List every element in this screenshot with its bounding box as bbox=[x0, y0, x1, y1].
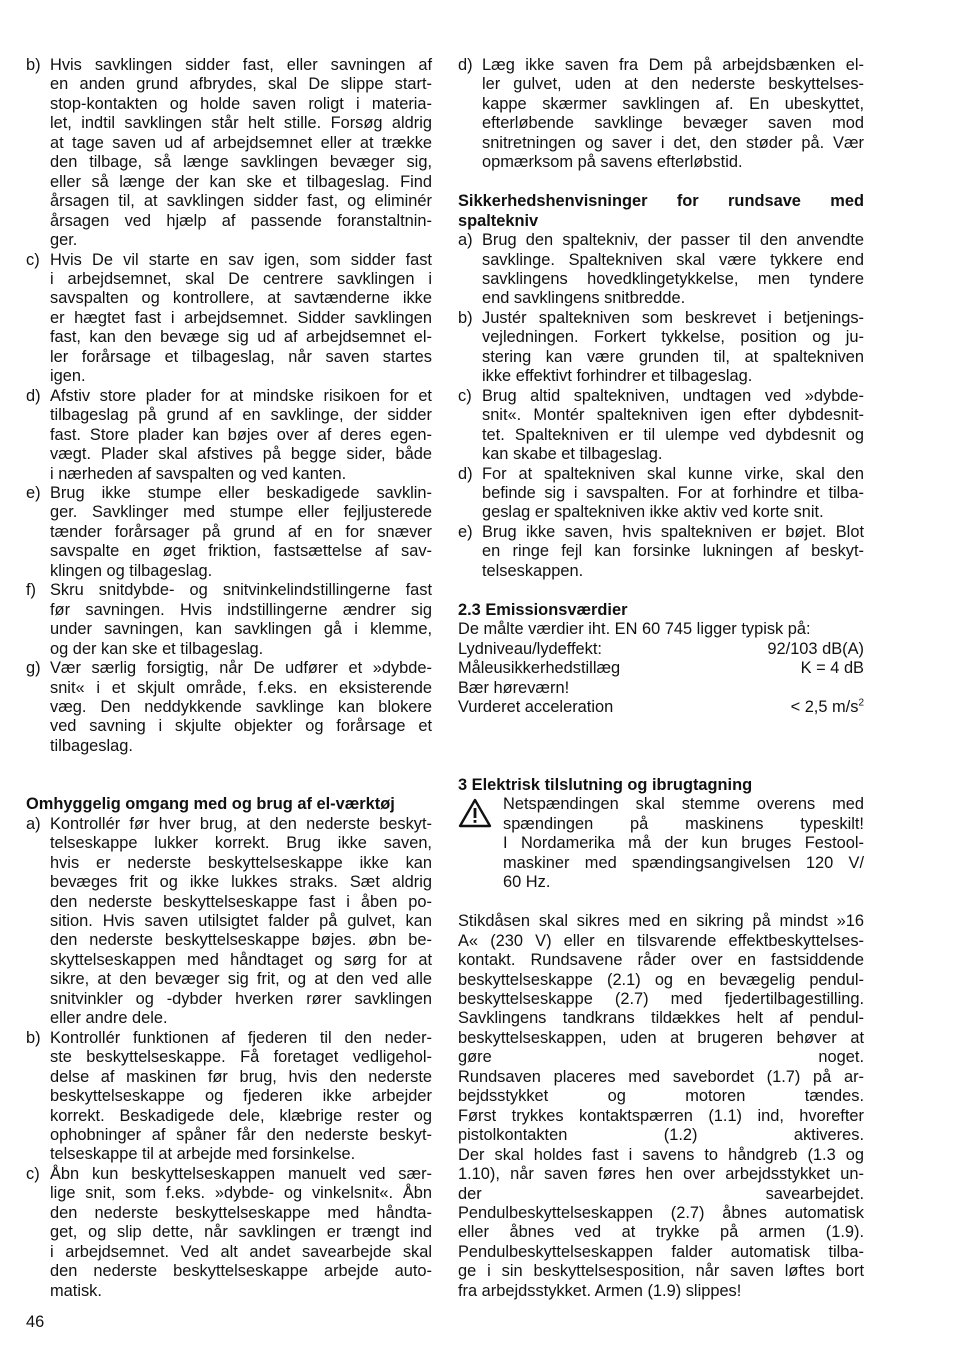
text-line: en ringe fejl kan forsinke lukningen af beskyt- bbox=[482, 542, 864, 561]
left-column bbox=[26, 56, 432, 1301]
electrical-body bbox=[458, 912, 864, 1301]
warning-text bbox=[503, 795, 864, 892]
text-line: maskiner med spændingsangivelsen 120 V/ bbox=[503, 853, 864, 872]
text-line: skyttelseskappen med håndtaget og sørg for at bbox=[50, 950, 432, 969]
text-line: tilbageslag på grund af en savklinge, der sidder bbox=[50, 406, 432, 425]
text-line: sikre, at den bevæger sig frit, og at den ved alle bbox=[50, 970, 432, 989]
list-letter: c) bbox=[26, 1164, 40, 1183]
text-line: i nærheden af savspalten og ved kanten. bbox=[50, 464, 347, 483]
text-line: den nederste beskyttelseskappe med håndta- bbox=[50, 1203, 432, 1222]
text-line: Først trykkes kontaktspærren (1.1) ind, hvorefter bbox=[458, 1106, 864, 1125]
text-line: snit«. Montér spaltekniven igen efter dybdesnit- bbox=[482, 406, 864, 425]
text-line: beskyttelseskappe og fjederen ikke arbejder bbox=[50, 1087, 432, 1106]
list-letter: a) bbox=[458, 231, 473, 250]
text-line: savklinge. Spaltekniven skal være tykkere end bbox=[482, 250, 864, 269]
text-line: snitretningen og saver i det, den støder på. Vær bbox=[482, 133, 864, 152]
text-line: beskyttelseskappen, uden at brugeren behøver at bbox=[458, 1028, 864, 1047]
text-line: i arbejdsemnet. Ved alt andet savearbejde skal bbox=[50, 1242, 432, 1261]
spacer bbox=[458, 893, 864, 913]
text-line: telseskappen. bbox=[482, 561, 584, 580]
text-line: snit« i et skjult område, f.eks. en eksisterende bbox=[50, 678, 432, 697]
list-item bbox=[26, 581, 432, 659]
right-column bbox=[458, 56, 864, 1301]
text-line: tet. Spaltekniven er til ulempe ved dybdesnit og bbox=[482, 425, 864, 444]
spacer bbox=[26, 756, 432, 795]
text-line: Pendulbeskyttelseskappen falder automatisk tilba- bbox=[458, 1242, 864, 1261]
text-line: kan skabe et tilbageslag. bbox=[482, 445, 663, 464]
text-line: ger. Savklinger med stumpe eller fejljusterede bbox=[50, 503, 432, 522]
text-line: sition. Hvis saven utilsigtet falder på gulvet, kan bbox=[50, 912, 432, 931]
text-line: igen. bbox=[50, 367, 86, 386]
text-line: Brug den spaltekniv, der passer til den anvendte bbox=[482, 231, 864, 250]
text-line: 1.10), når saven føres hen over arbejdsstykket un- bbox=[458, 1165, 864, 1184]
text-line: ler forårsage et tilbageslag, når saven startes bbox=[50, 347, 432, 366]
list-letter: a) bbox=[26, 814, 41, 833]
text-line: ophobninger af spåner får den nederste beskyt- bbox=[50, 1126, 432, 1145]
text-line: ved savning i skjulte objekter og forårsage et bbox=[50, 717, 432, 736]
text-line: bevæges frit og ikke lukkes straks. Sæt aldrig bbox=[50, 873, 432, 892]
text-line: 60 Hz. bbox=[503, 873, 551, 892]
list-letter: d) bbox=[26, 386, 41, 405]
list-item-text bbox=[482, 56, 864, 173]
text-line: Hvis De vil starte en sav igen, som sidder fast bbox=[50, 250, 432, 269]
acceleration-value bbox=[791, 698, 864, 717]
text-line: stering kan være grunden til, at spaltekniven bbox=[482, 347, 864, 366]
list-letter: f) bbox=[26, 581, 37, 600]
text-line: Kontrollér funktionen af fjederen til den neder- bbox=[50, 1028, 432, 1047]
spacer bbox=[458, 581, 864, 601]
text-line: telseskappe lukker korrekt. Brug ikke saven, bbox=[50, 834, 432, 853]
list-item-text bbox=[50, 56, 432, 251]
text-line: og der kan ske et tilbageslag. bbox=[50, 639, 264, 658]
list-item bbox=[458, 56, 864, 173]
text-line: savklingens hovedklingetykkelse, men tyndere bbox=[482, 270, 864, 289]
text-line: spændingen på maskinens typeskilt! bbox=[503, 814, 864, 833]
text-line: tænder forårsager på grund af en for snæver bbox=[50, 522, 432, 541]
sound-value: 92/103 dB(A) bbox=[767, 639, 864, 658]
text-line: Læg ikke saven fra Dem på arbejdsbænken el- bbox=[482, 56, 864, 74]
text-line: geslag er spaltekniven ikke aktiv ved korte snit. bbox=[482, 503, 824, 522]
text-line: pistolkontakten (1.2) aktiveres. bbox=[458, 1126, 864, 1145]
text-line: tilbageslag. bbox=[50, 736, 133, 755]
list-letter: d) bbox=[458, 56, 473, 74]
list-item-text bbox=[50, 815, 432, 1029]
text-line: savspalten og kontrollere, at savtænderne ikke bbox=[50, 289, 432, 308]
list-letter: b) bbox=[26, 1028, 41, 1047]
workbench-list bbox=[458, 56, 864, 173]
text-line: klingen og tilbageslag. bbox=[50, 561, 213, 580]
text-line: Brug ikke saven, hvis spaltekniven er bøjet. Blot bbox=[482, 522, 864, 541]
text-line: Justér spaltekniven som beskrevet i betjenings- bbox=[482, 308, 864, 327]
list-item-text bbox=[50, 1165, 432, 1301]
riving-heading-line-1: Sikkerhedshenvisninger for rundsave med bbox=[458, 192, 864, 211]
emissions-heading: 2.3 Emissionsværdier bbox=[458, 600, 628, 619]
guard-list bbox=[26, 815, 432, 1301]
page-number: 46 bbox=[26, 1313, 45, 1331]
text-line: gøre noget. bbox=[458, 1048, 864, 1067]
riving-heading-line-2: spaltekniv bbox=[458, 211, 539, 230]
uncertainty-value: K = 4 dB bbox=[800, 659, 864, 678]
list-letter: e) bbox=[26, 483, 41, 502]
list-item-text bbox=[482, 387, 864, 465]
text-line: Netspændingen skal stemme overens med bbox=[503, 795, 864, 814]
text-line: beskyttelseskappe (2.1) og en bevægelig pendul- bbox=[458, 970, 864, 989]
list-item-text bbox=[482, 309, 864, 387]
section-heading-riving-knife bbox=[458, 192, 864, 231]
acceleration-label: Vurderet acceleration bbox=[458, 698, 614, 717]
text-line: årsagen til, at savklingen sidder fast, og eliminér bbox=[50, 192, 432, 211]
list-item-text bbox=[50, 1029, 432, 1165]
text-line: fra arbejdsstykket. Armen (1.9) slippes! bbox=[458, 1281, 742, 1300]
text-line: kontakt. Rundsavene råder over en fastsiddende bbox=[458, 951, 864, 970]
text-line: hvis er nederste beskyttelseskappe ikke kan bbox=[50, 853, 432, 872]
text-line: korrekt. Beskadigede dele, klæbrige rester og bbox=[50, 1106, 432, 1125]
text-line: Vær særlig forsigtig, når De udfører et »dybde- bbox=[50, 659, 432, 678]
hearing-protection-note: Bær høreværn! bbox=[458, 678, 570, 697]
list-letter: e) bbox=[458, 522, 473, 541]
text-line: beskyttelseskappe (2.7) med fjedertilbagestilling. bbox=[458, 990, 864, 1009]
text-line: under savningen, kan savklingen gå i klemme, bbox=[50, 620, 432, 639]
sound-label: Lydniveau/lydeffekt: bbox=[458, 639, 602, 658]
text-line: get, og slip dette, når savklingen er trængt ind bbox=[50, 1223, 432, 1242]
list-item bbox=[26, 1165, 432, 1301]
text-line: fast. Store plader kan bøjes over af deres egen- bbox=[50, 425, 432, 444]
text-line: Afstiv store plader for at mindske risikoen for et bbox=[50, 386, 432, 405]
text-line: ger. bbox=[50, 231, 78, 250]
warning-triangle-icon bbox=[458, 798, 492, 828]
list-item bbox=[458, 387, 864, 465]
list-item-text bbox=[50, 387, 432, 484]
text-line: Kontrollér før hver brug, at den nederste beskyt- bbox=[50, 814, 432, 833]
list-letter: b) bbox=[458, 308, 473, 327]
spacer bbox=[458, 757, 864, 777]
list-item bbox=[458, 309, 864, 387]
list-item-text bbox=[50, 251, 432, 387]
text-line: Rundsaven placeres med savebordet (1.7) på ar- bbox=[458, 1067, 864, 1086]
list-item bbox=[26, 484, 432, 581]
text-line: Hvis savklingen sidder fast, eller savningen af bbox=[50, 56, 432, 74]
text-line: matisk. bbox=[50, 1281, 102, 1300]
text-line: Brug ikke stumpe eller beskadigede savklin- bbox=[50, 483, 432, 502]
text-line: telseskappe til at arbejde med forsinkelse. bbox=[50, 1145, 356, 1164]
text-line: før savningen. Hvis indstillingerne ændrer sig bbox=[50, 600, 432, 619]
text-line: let, indtil savklingen står helt stille. Forsøg aldrig bbox=[50, 114, 432, 133]
text-line: end savklingens snitbredde. bbox=[482, 289, 686, 308]
spacer bbox=[458, 718, 864, 757]
text-line: der savearbejdet. bbox=[458, 1184, 864, 1203]
voltage-warning bbox=[458, 795, 864, 892]
list-letter: d) bbox=[458, 464, 473, 483]
text-line: Åbn kun beskyttelseskappen manuelt ved sær- bbox=[50, 1164, 432, 1183]
sound-row bbox=[458, 640, 864, 659]
text-line: årsagen ved hjælp af passende foranstaltnin- bbox=[50, 211, 432, 230]
list-item bbox=[26, 251, 432, 387]
list-letter: c) bbox=[458, 386, 472, 405]
text-line: Brug altid spaltekniven, undtagen ved »dybde- bbox=[482, 386, 864, 405]
text-line: den nederste beskyttelseskappe fast i åben po- bbox=[50, 892, 432, 911]
list-item bbox=[26, 815, 432, 1029]
spacer bbox=[458, 173, 864, 193]
text-line: Savklingens tandkrans tildækkes helt af pendul- bbox=[458, 1009, 864, 1028]
list-item bbox=[26, 1029, 432, 1165]
text-line: delse af maskinen før brug, hvis den nederste bbox=[50, 1067, 432, 1086]
list-item-text bbox=[50, 484, 432, 581]
list-item-text bbox=[482, 231, 864, 309]
list-letter: g) bbox=[26, 659, 41, 678]
text-line: Stikdåsen skal sikres med en sikring på mindst »16 bbox=[458, 912, 864, 931]
list-item-text bbox=[482, 523, 864, 581]
emissions-intro: De målte værdier iht. EN 60 745 ligger typisk på: bbox=[458, 620, 811, 639]
text-line: den nederste beskyttelseskappe arbejde auto- bbox=[50, 1262, 432, 1281]
text-line: eller så længe der kan ske et tilbageslag. Find bbox=[50, 172, 432, 191]
text-line: vejledningen. Forkert tykkelse, position og ju- bbox=[482, 328, 864, 347]
text-line: ge i sin beskyttelsesposition, når saven løftes bort bbox=[458, 1262, 864, 1281]
text-line: stop-kontakten og holde saven roligt i materia- bbox=[50, 94, 432, 113]
text-line: i arbejdsemnet, skal De centrere savklingen i bbox=[50, 269, 432, 288]
text-line: savspalte en øget friktion, fastsættelse af sav- bbox=[50, 542, 432, 561]
acceleration-row bbox=[458, 698, 864, 717]
text-line: efterløbende savklinge bevæger saven mod bbox=[482, 114, 864, 133]
text-line: lige snit, som f.eks. »dybde- og vinkelsnit«. Åbn bbox=[50, 1184, 432, 1203]
list-item-text bbox=[482, 465, 864, 523]
list-item bbox=[458, 465, 864, 523]
riving-knife-list bbox=[458, 231, 864, 581]
list-item bbox=[458, 231, 864, 309]
uncertainty-row bbox=[458, 659, 864, 678]
acceleration-number: < 2,5 m/s bbox=[790, 698, 859, 717]
text-line: en anden grund afbrydes, skal De slippe start- bbox=[50, 75, 432, 94]
uncertainty-label: Måleusikkerhedstillæg bbox=[458, 659, 621, 678]
list-item bbox=[26, 56, 432, 251]
text-line: snitvinkler og -dybder hverken rører savklingen bbox=[50, 989, 432, 1008]
kickback-list bbox=[26, 56, 432, 756]
text-line: Skru snitdybde- og snitvinkelindstillingerne fast bbox=[50, 581, 432, 600]
text-line: Der skal holdes fast i savens to håndgreb (1.3 og bbox=[458, 1145, 864, 1164]
text-line: den nederste beskyttelseskappe bøjes. øbn be- bbox=[50, 931, 432, 950]
text-line: befinde sig i savspalten. For at forhindre et tilba- bbox=[482, 484, 864, 503]
acceleration-exponent: 2 bbox=[858, 697, 864, 709]
list-item bbox=[26, 387, 432, 484]
text-line: kappe skærmer savklingen af. En ubeskyttet, bbox=[482, 94, 864, 113]
text-line: ste beskyttelseskappe. Få foretaget vedligehol- bbox=[50, 1048, 432, 1067]
section-heading-tool-care: Omhyggelig omgang med og brug af el-værktøj bbox=[26, 795, 395, 814]
electrical-heading: 3 Elektrisk tilslutning og ibrugtagning bbox=[458, 776, 753, 794]
text-line: Pendulbeskyttelseskappen (2.7) åbnes automatisk bbox=[458, 1204, 864, 1223]
list-letter: b) bbox=[26, 56, 41, 74]
text-line: I Nordamerika må der kun bruges Festool- bbox=[503, 834, 864, 853]
list-item bbox=[458, 523, 864, 581]
text-line: eller åbnes ved at trykke på armen (1.9). bbox=[458, 1223, 864, 1242]
text-line: fast, kan den bevæge sig ud af arbejdsemnet el- bbox=[50, 328, 432, 347]
list-item-text bbox=[50, 659, 432, 756]
text-line: at tage saven ud af arbejdsemnet eller at trække bbox=[50, 133, 432, 152]
text-line: den tilbage, så længe savklingen bevæger sig, bbox=[50, 153, 432, 172]
text-line: eller andre dele. bbox=[50, 1009, 168, 1028]
list-letter: c) bbox=[26, 250, 40, 269]
text-line: vægt. Plader skal afstives på begge sider, både bbox=[50, 445, 432, 464]
text-line: For at spaltekniven skal kunne virke, skal den bbox=[482, 464, 864, 483]
list-item bbox=[26, 659, 432, 756]
text-line: bejdsstykket og motoren tændes. bbox=[458, 1087, 864, 1106]
text-line: A« (230 V) eller en tilsvarende effektbeskyttelses- bbox=[458, 931, 864, 950]
list-item-text bbox=[50, 581, 432, 659]
text-line: væg. Den neddykkende savklinge kan blokere bbox=[50, 697, 432, 716]
text-line: er hægtet fast i arbejdsemnet. Sidder savklingen bbox=[50, 308, 432, 327]
text-line: ler gulvet, uden at den nederste beskyttelses- bbox=[482, 75, 864, 94]
text-line: opmærksom på savens efterløbstid. bbox=[482, 153, 743, 172]
text-line: ikke effektivt forhindrer et tilbageslag. bbox=[482, 367, 753, 386]
